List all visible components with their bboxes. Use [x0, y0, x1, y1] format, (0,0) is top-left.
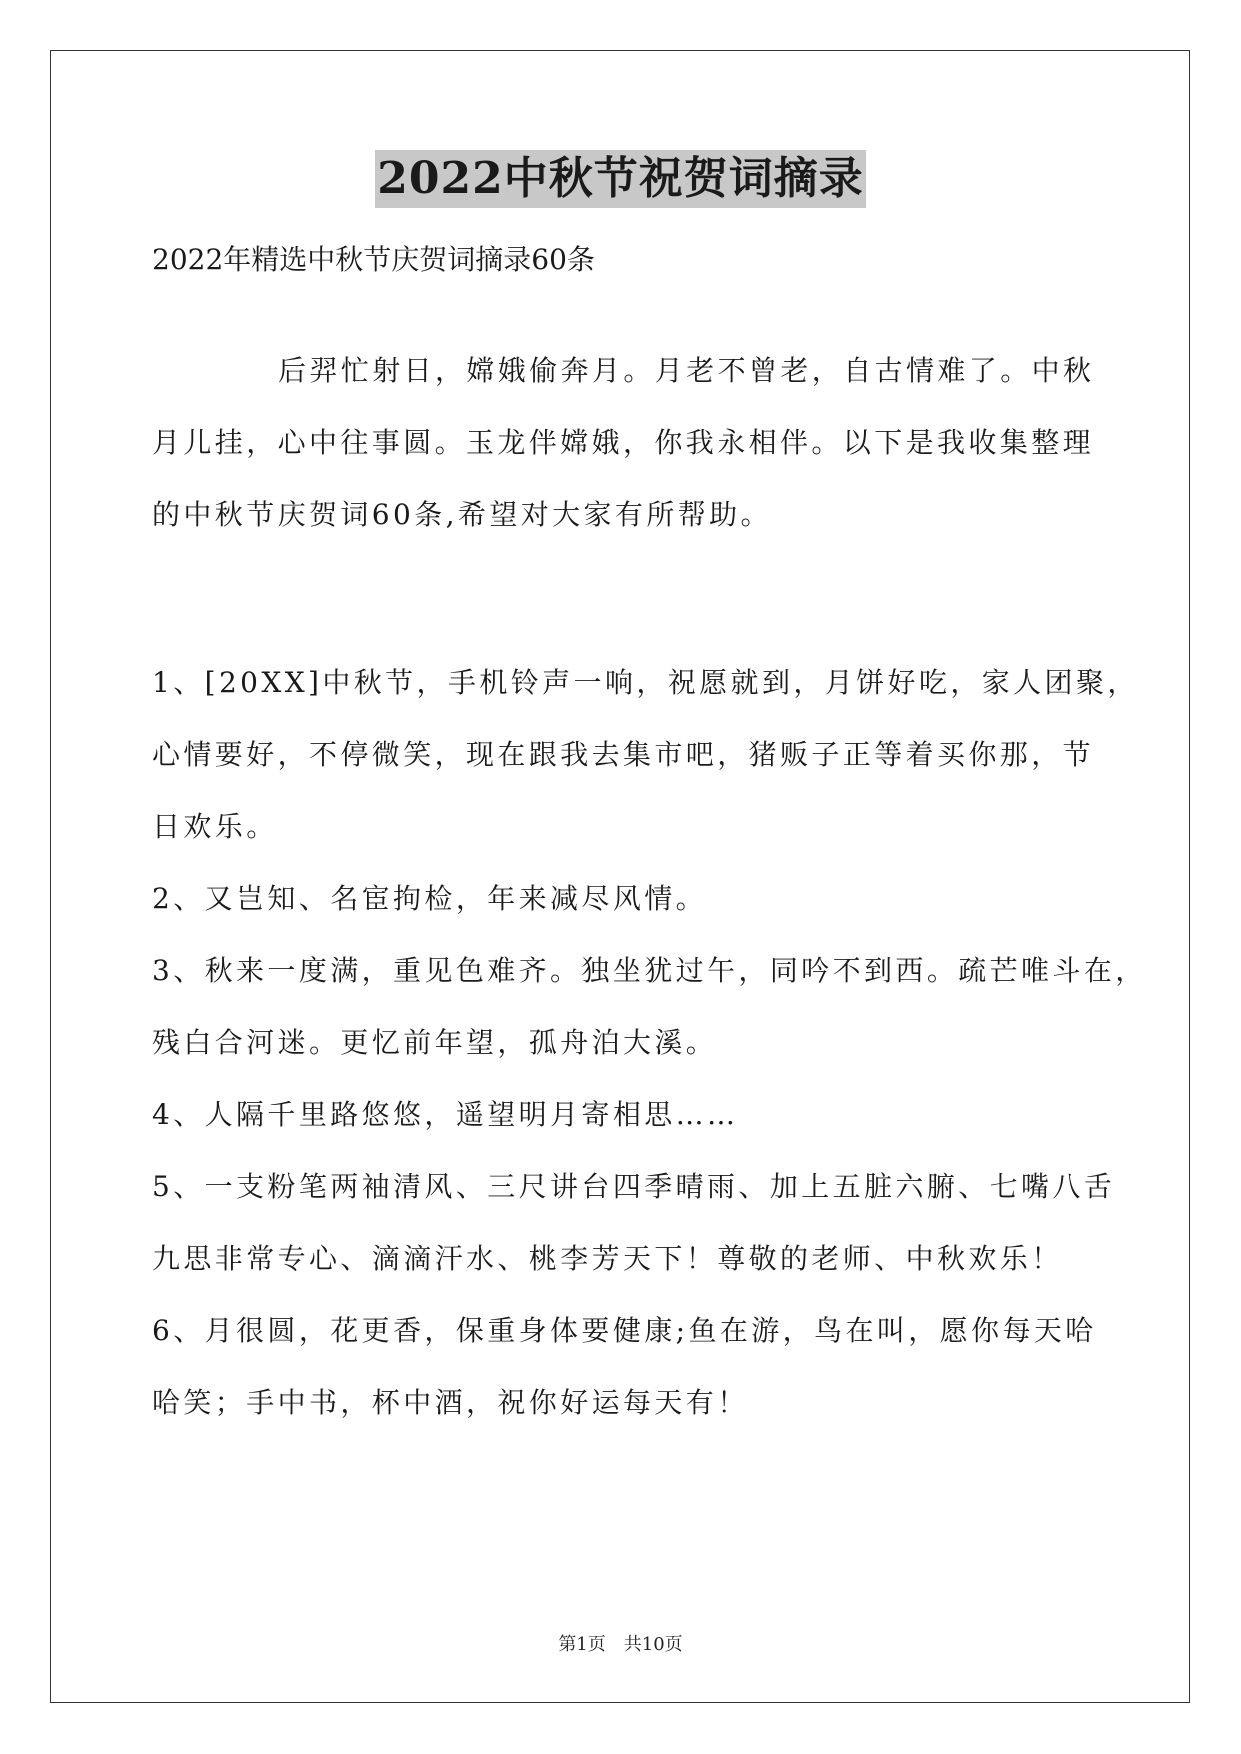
intro-line: 月儿挂，心中往事圆。玉龙伴嫦娥，你我永相伴。以下是我收集整理 [152, 426, 1095, 459]
title-text: 2022中秋节祝贺词摘录 [375, 150, 865, 208]
intro-line: 的中秋节庆贺词60条,希望对大家有所帮助。 [152, 498, 772, 531]
list-item-line: 心情要好，不停微笑，现在跟我去集市吧，猪贩子正等着买你那，节 [152, 738, 1095, 771]
list-item-line: 3、秋来一度满，重见色难齐。独坐犹过午，同吟不到西。疏芒唯斗在， [152, 954, 1147, 987]
list-item-line: 4、人隔千里路悠悠，遥望明月寄相思…… [152, 1098, 739, 1131]
list-item-line: 6、月很圆，花更香，保重身体要健康;鱼在游，鸟在叫，愿你每天哈 [152, 1314, 1097, 1347]
list-item-line: 残白合河迷。更忆前年望，孤舟泊大溪。 [152, 1026, 718, 1059]
list-item-line: 哈笑；手中书，杯中酒，祝你好运每天有！ [152, 1386, 749, 1419]
list-item-line: 九思非常专心、滴滴汗水、桃李芳天下！尊敬的老师、中秋欢乐！ [152, 1242, 1063, 1275]
list-item-line: 5、一支粉笔两袖清风、三尺讲台四季晴雨、加上五脏六腑、七嘴八舌 [152, 1170, 1116, 1203]
intro-line: 后羿忙射日，嫦娥偷奔月。月老不曾老，自古情难了。中秋 [278, 354, 1095, 387]
subtitle: 2022年精选中秋节庆贺词摘录60条 [152, 243, 595, 276]
page-border [50, 50, 1190, 1703]
list-item-line: 1、[20XX]中秋节，手机铃声一响，祝愿就到，月饼好吃，家人团聚， [152, 666, 1139, 699]
list-item-line: 日欢乐。 [152, 810, 278, 843]
document-title [0, 150, 1241, 208]
list-item-line: 2、又岂知、名宦拘检，年来减尽风情。 [152, 882, 708, 915]
page-footer: 第1页 共10页 [558, 1634, 683, 1655]
